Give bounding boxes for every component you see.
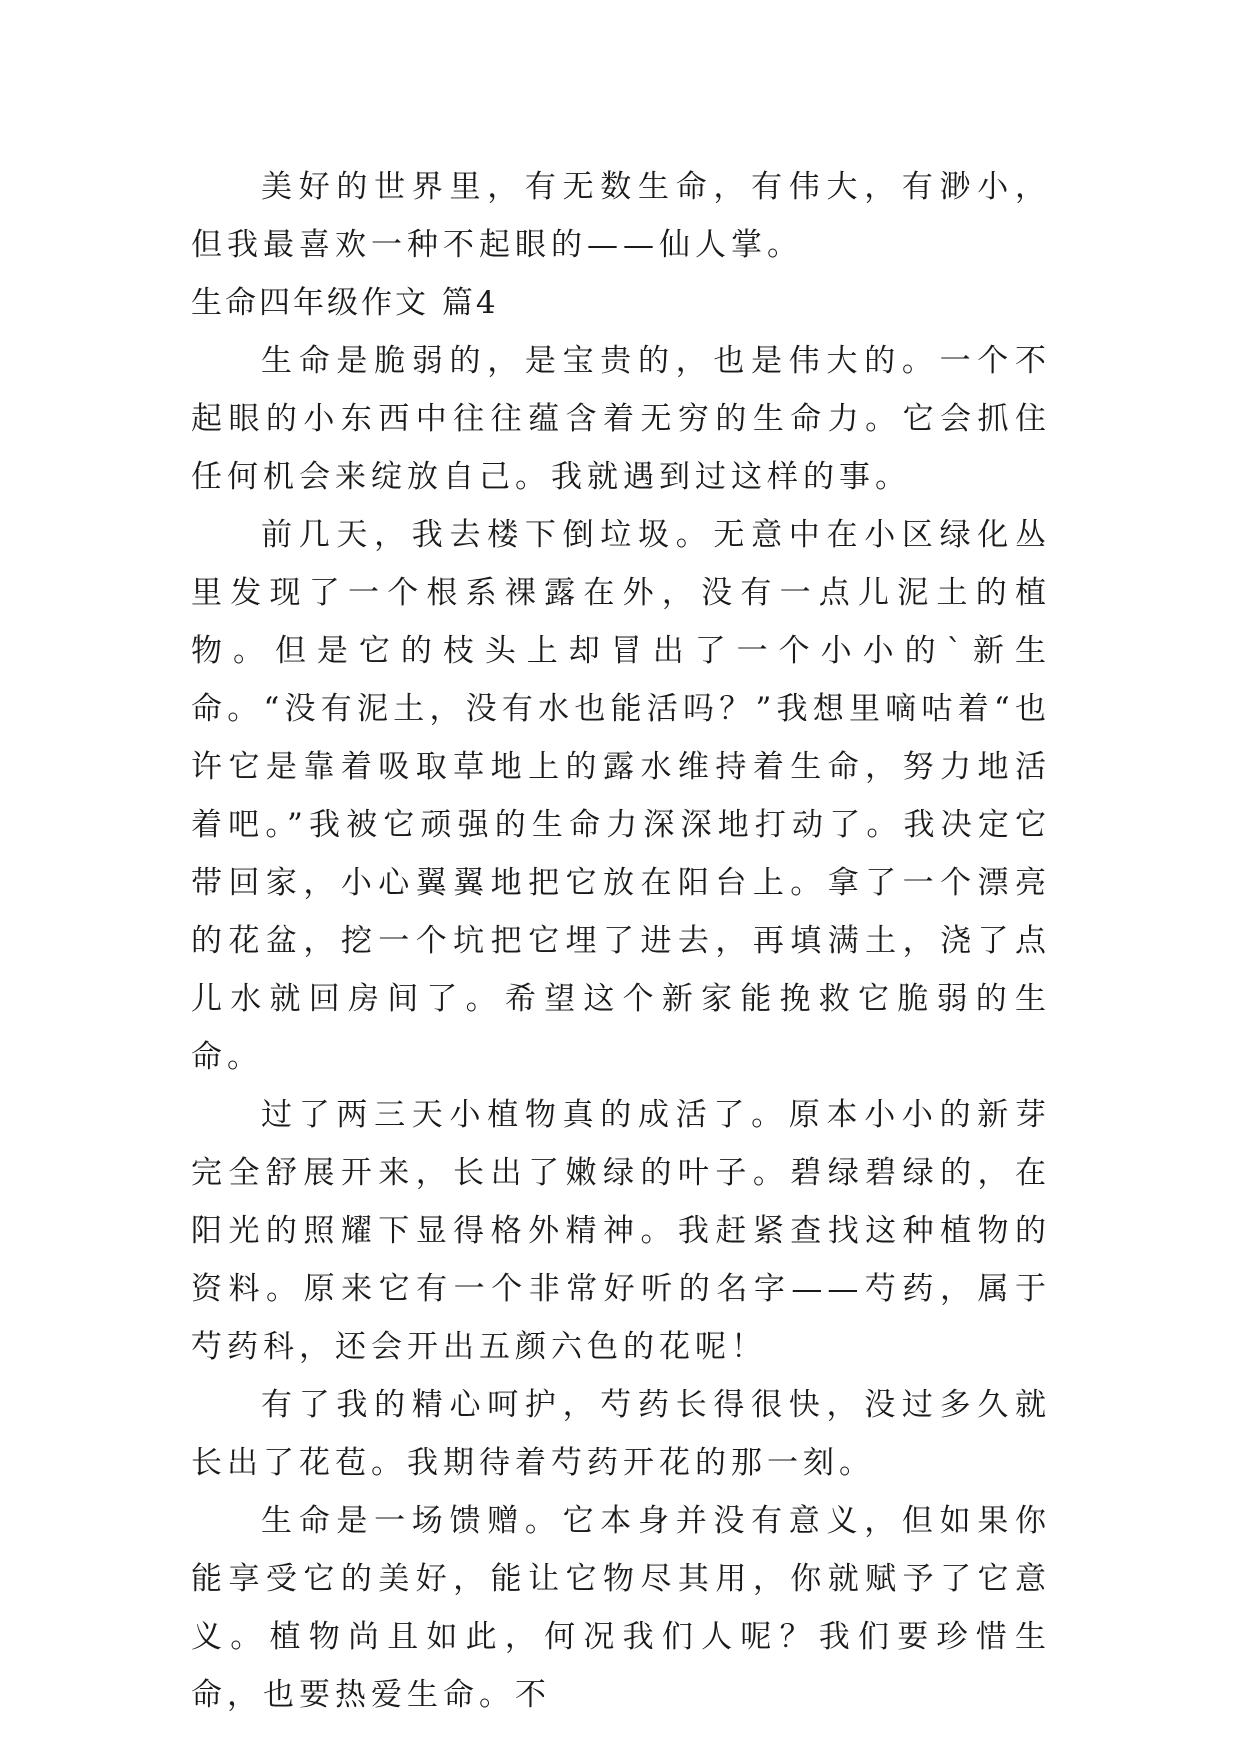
body-paragraph-1: 生命是脆弱的，是宝贵的，也是伟大的。一个不起眼的小东西中往往蕴含着无穷的生命力。它会抓住任何机会来绽放自己。我就遇到过这样的事。 (191, 343, 1051, 495)
body-paragraph-2: 前几天，我去楼下倒垃圾。无意中在小区绿化丛里发现了一个根系裸露在外，没有一点儿泥土的植物。但是它的枝头上却冒出了一个小小的`新生命。“没有泥土，没有水也能活吗？”我想里嘀咕着“也许它是靠着吸取草地上的露水维持着生命，努力地活着吧。”我被它顽强的生命力深深地打动了。我决定它带回家，小心翼翼地把它放在阳台上。拿了一个漂亮的花盆，挖一个坑把它埋了进去，再填满土，浇了点儿水就回房间了。希望这个新家能挽救它脆弱的生命。 (191, 517, 1051, 1075)
document-body (191, 158, 1051, 1724)
section-heading: 生命四年级作文 篇4 (191, 285, 499, 321)
intro-paragraph: 美好的世界里，有无数生命，有伟大，有渺小，但我最喜欢一种不起眼的——仙人掌。 (191, 169, 1051, 263)
body-paragraph-5: 生命是一场馈赠。它本身并没有意义，但如果你能享受它的美好，能让它物尽其用，你就赋予了它意义。植物尚且如此，何况我们人呢？我们要珍惜生命，也要热爱生命。不 (191, 1503, 1051, 1713)
body-paragraph-3: 过了两三天小植物真的成活了。原本小小的新芽完全舒展开来，长出了嫩绿的叶子。碧绿碧绿的，在阳光的照耀下显得格外精神。我赶紧查找这种植物的资料。原来它有一个非常好听的名字——芍药，属于芍药科，还会开出五颜六色的花呢！ (191, 1097, 1051, 1365)
body-paragraph-4: 有了我的精心呵护，芍药长得很快，没过多久就长出了花苞。我期待着芍药开花的那一刻。 (191, 1387, 1051, 1481)
